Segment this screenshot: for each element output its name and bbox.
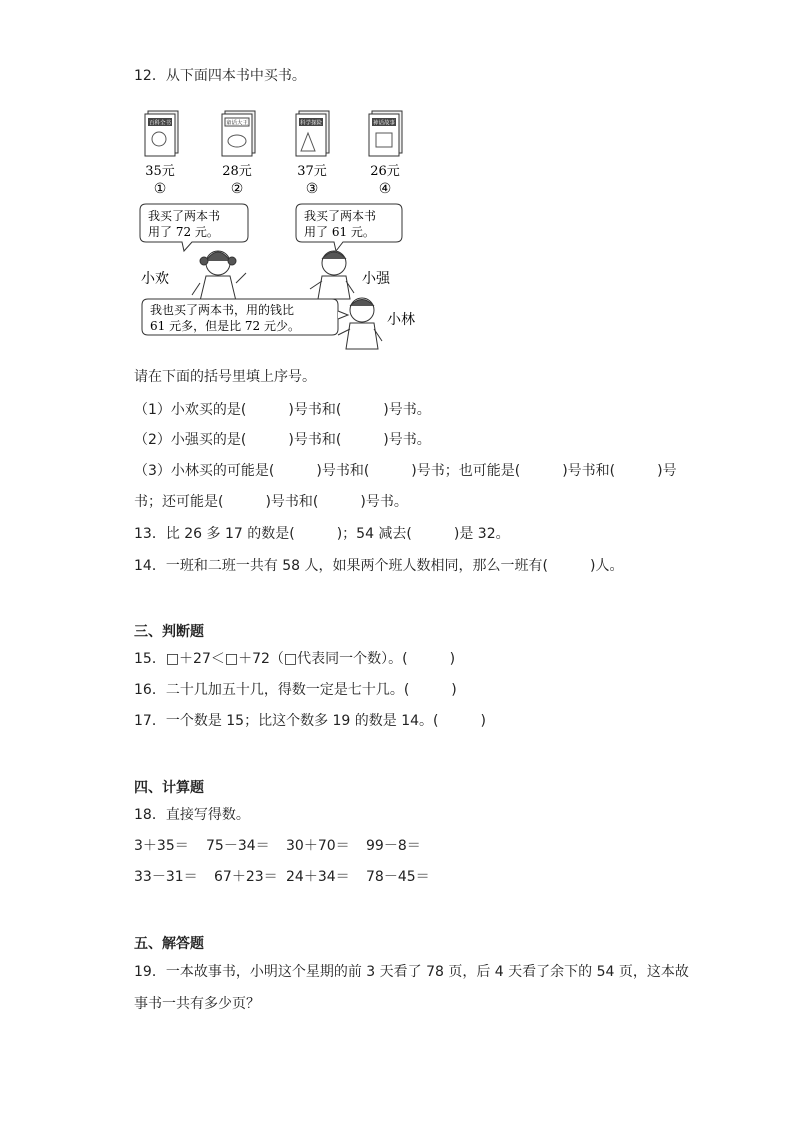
calc-item: 75－34＝ [206,838,270,854]
calc-item: 67＋23＝ [214,869,278,885]
q12-title: 12．从下面四本书中买书。 [134,68,306,84]
qiang-bubble-line2: 用了 61 元。 [304,225,375,239]
lin-figure [338,298,382,349]
book-1-number: ① [153,181,167,197]
calc-item: 99－8＝ [366,838,421,854]
calc-item: 3＋35＝ [134,838,189,854]
huan-bubble-line2: 用了 72 元。 [148,225,219,239]
q12-part3-line1: （3）小林买的可能是( )号书和( )号书；也可能是( )号书和( )号 [134,463,677,479]
q12-part1: （1）小欢买的是( )号书和( )号书。 [134,402,431,418]
q12-instruction: 请在下面的括号里填上序号。 [134,369,316,385]
lin-bubble-line2: 61 元多，但是比 72 元少。 [150,319,300,333]
books-illustration [138,103,428,358]
q13: 13．比 26 多 17 的数是( )；54 减去( )是 32。 [134,526,510,542]
q14: 14．一班和二班一共有 58 人，如果两个班人数相同，那么一班有( )人。 [134,558,624,574]
book-1-price: 35元 [145,164,175,179]
book-4 [369,111,402,156]
book-3-price: 37元 [297,164,327,179]
huan-name: 小欢 [141,271,169,287]
book-2-cover: 童话大王 [225,120,249,127]
calc-item: 33－31＝ [134,869,198,885]
calc-row-1 [134,836,421,856]
qiang-figure [310,251,354,299]
calc-row-2 [134,867,430,887]
section-3-title: 三、判断题 [134,624,204,640]
section-5-title: 五、解答题 [134,936,204,952]
book-2 [222,111,255,156]
q15: 15．□＋27＜□＋72（□代表同一个数）。( ) [134,651,456,667]
book-4-number: ④ [378,181,392,197]
q18: 18．直接写得数。 [134,807,250,823]
q19-line1: 19．一本故事书，小明这个星期的前 3 天看了 78 页，后 4 天看了余下的 54 页，这本故 [134,964,689,980]
q12-part3-line2: 书；还可能是( )号书和( )号书。 [134,494,408,510]
book-4-cover: 神话故事 [372,120,396,127]
book-4-price: 26元 [370,164,400,179]
calc-item: 24＋34＝ [286,869,350,885]
book-3 [296,111,329,156]
q12-part2: （2）小强买的是( )号书和( )号书。 [134,432,431,448]
book-1 [145,111,178,156]
book-2-price: 28元 [222,164,252,179]
book-1-cover: 百科全书 [148,120,172,127]
book-3-number: ③ [305,181,319,197]
book-2-number: ② [230,181,244,197]
q17: 17．一个数是 15；比这个数多 19 的数是 14。( ) [134,713,486,729]
qiang-bubble-line1: 我买了两本书 [304,209,377,223]
q19-line2: 事书一共有多少页？ [134,996,260,1012]
book-3-cover: 科学探险 [299,120,323,127]
calc-item: 78－45＝ [366,869,430,885]
calc-item: 30＋70＝ [286,838,350,854]
lin-bubble-line1: 我也买了两本书，用的钱比 [150,303,295,317]
section-4-title: 四、计算题 [134,780,204,796]
q16: 16．二十几加五十几，得数一定是七十几。( ) [134,682,457,698]
qiang-name: 小强 [362,271,390,287]
huan-bubble-line1: 我买了两本书 [148,209,221,223]
lin-name: 小林 [387,312,415,328]
